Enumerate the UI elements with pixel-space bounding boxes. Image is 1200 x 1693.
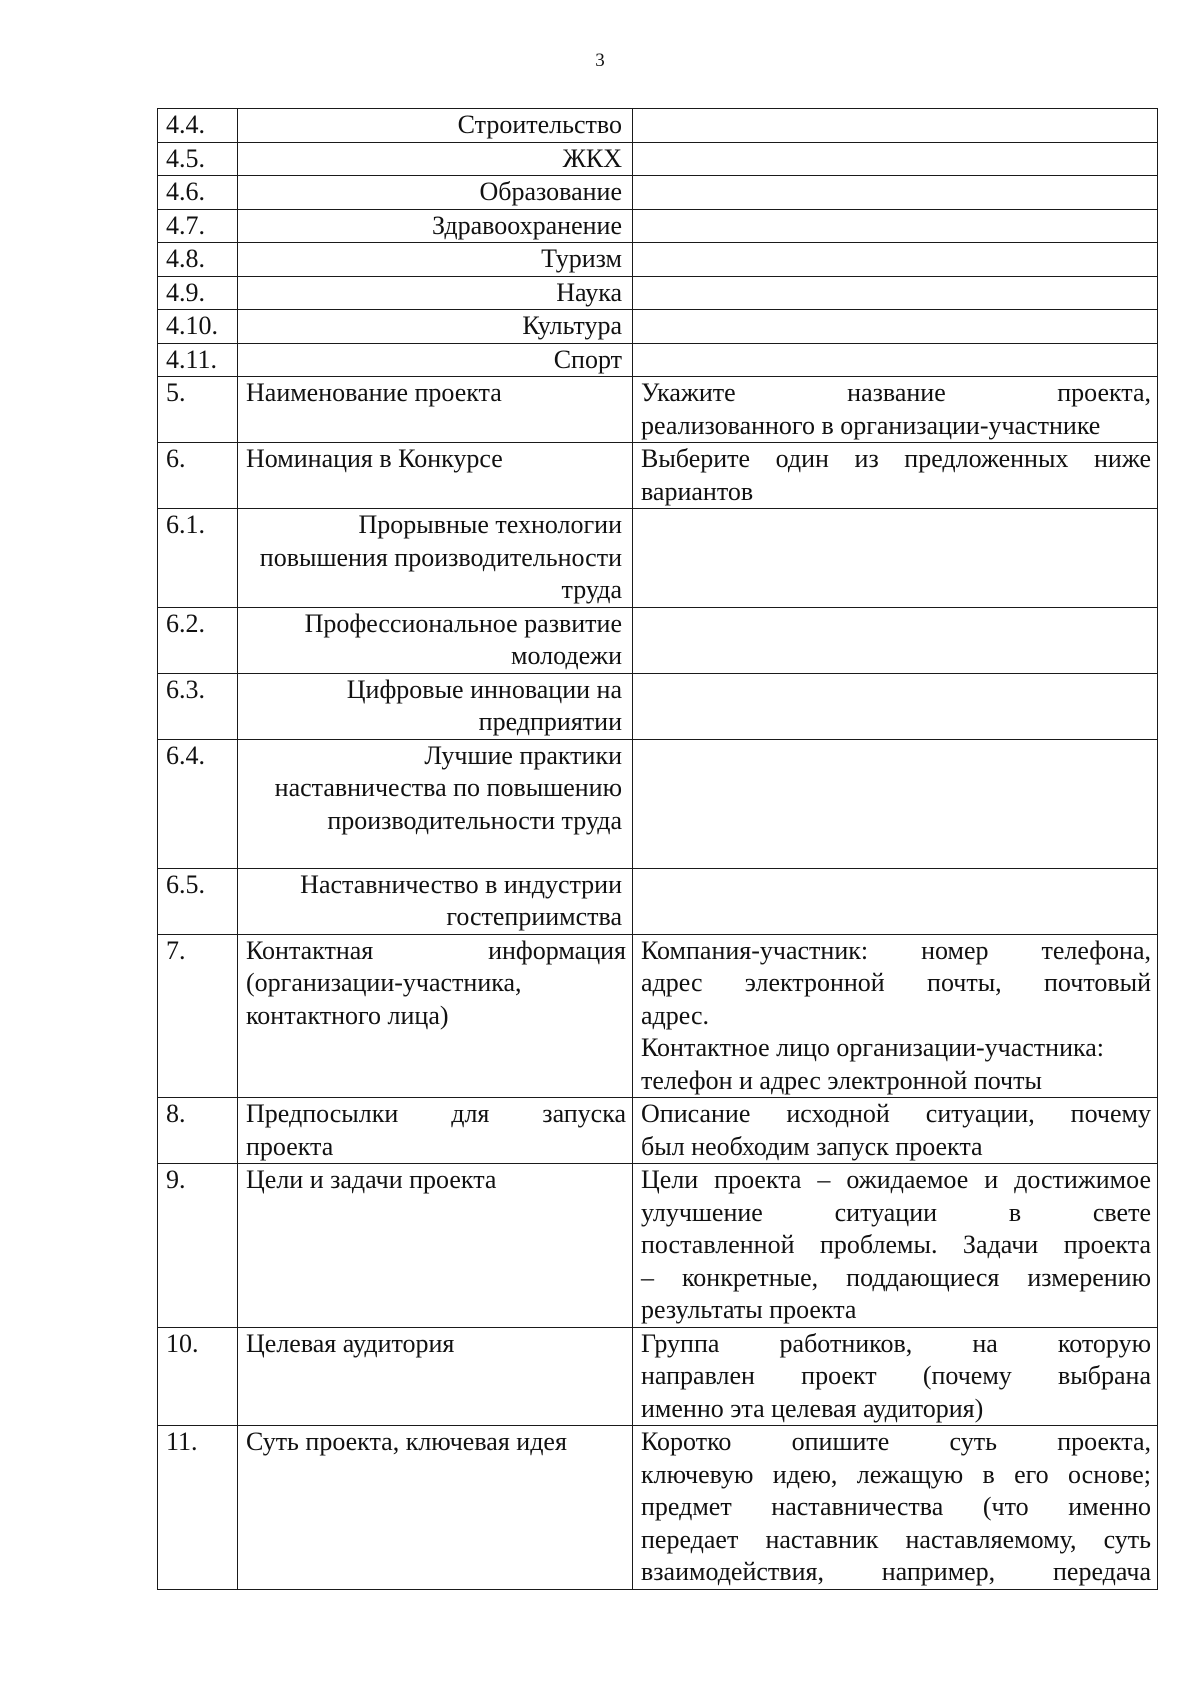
description-line: передает наставник наставляемому, суть	[641, 1524, 1151, 1554]
table-row	[158, 934, 1158, 1098]
table-row	[158, 343, 1158, 377]
row-description	[633, 109, 1158, 143]
table-row	[158, 209, 1158, 243]
row-number: 5.	[158, 377, 238, 443]
row-title: Цифровые инновации на предприятии	[238, 673, 633, 739]
row-description	[633, 934, 1158, 1098]
description-line: результаты проекта	[641, 1295, 857, 1324]
application-form-table	[157, 108, 1158, 1590]
table-row	[158, 109, 1158, 143]
row-description	[633, 209, 1158, 243]
row-title: Спорт	[238, 343, 633, 377]
row-number: 4.6.	[158, 176, 238, 210]
row-title: Наименование проекта	[238, 377, 633, 443]
row-description	[633, 142, 1158, 176]
description-line: улучшение ситуации в свете	[641, 1197, 1151, 1227]
description-line: адрес электронной почты, почтовый	[641, 968, 1151, 997]
table-row	[158, 377, 1158, 443]
description-line: Компания-участник: номер телефона,	[641, 935, 1151, 965]
table-row	[158, 509, 1158, 608]
row-number: 10.	[158, 1327, 238, 1426]
row-number: 4.9.	[158, 276, 238, 310]
description-line: – конкретные, поддающиеся измерению	[641, 1262, 1151, 1292]
description-line: телефон и адрес электронной почты	[641, 1065, 1042, 1095]
row-description	[633, 343, 1158, 377]
title-line: Предпосылки для запуска	[246, 1099, 626, 1128]
row-description	[633, 868, 1158, 934]
description-line: Группа работников, на которую	[641, 1328, 1151, 1358]
row-description	[633, 1164, 1158, 1328]
table-row	[158, 443, 1158, 509]
row-title: Лучшие практики наставничества по повышению производительности труда	[238, 739, 633, 868]
table-row	[158, 607, 1158, 673]
row-description	[633, 509, 1158, 608]
row-number: 4.10.	[158, 310, 238, 344]
row-title: Туризм	[238, 243, 633, 277]
description-line: взаимодействия, например, передача	[641, 1557, 1151, 1586]
row-number: 9.	[158, 1164, 238, 1328]
row-number: 7.	[158, 934, 238, 1098]
title-line: контактного лица)	[246, 1000, 449, 1030]
description-line: адрес.	[641, 1000, 709, 1030]
row-title: Строительство	[238, 109, 633, 143]
description-line: Коротко опишите суть проекта,	[641, 1427, 1151, 1456]
row-description	[633, 276, 1158, 310]
row-number: 4.4.	[158, 109, 238, 143]
table-row	[158, 1426, 1158, 1590]
row-title	[238, 1098, 633, 1164]
description-line: ключевую идею, лежащую в его основе;	[641, 1459, 1151, 1489]
row-number: 6.1.	[158, 509, 238, 608]
row-number: 6.5.	[158, 868, 238, 934]
description-line: предмет наставничества (что именно	[641, 1492, 1151, 1521]
row-description	[633, 443, 1158, 509]
row-title: Профессиональное развитие молодежи	[238, 607, 633, 673]
description-line: поставленной проблемы. Задачи проекта	[641, 1230, 1151, 1259]
row-number: 6.2.	[158, 607, 238, 673]
row-description	[633, 377, 1158, 443]
title-line: (организации-участника,	[246, 968, 522, 997]
row-title: Наука	[238, 276, 633, 310]
description-line: Описание исходной ситуации, почему	[641, 1099, 1151, 1128]
table-row	[158, 1098, 1158, 1164]
row-description	[633, 1426, 1158, 1590]
row-number: 6.4.	[158, 739, 238, 868]
row-description	[633, 673, 1158, 739]
description-line: вариантов	[641, 476, 754, 506]
description-line: Выберите один из предложенных ниже	[641, 444, 1151, 473]
table-row	[158, 310, 1158, 344]
row-title: Номинация в Конкурсе	[238, 443, 633, 509]
description-line: именно эта целевая аудитория)	[641, 1393, 984, 1423]
description-line: Контактное лицо организации-участника:	[641, 1033, 1104, 1062]
row-number: 8.	[158, 1098, 238, 1164]
title-line: Контактная информация	[246, 935, 626, 965]
row-description	[633, 243, 1158, 277]
row-description	[633, 607, 1158, 673]
description-line: реализованного в организации-участнике	[641, 410, 1101, 440]
row-title: Целевая аудитория	[238, 1327, 633, 1426]
description-line: Цели проекта – ожидаемое и достижимое	[641, 1165, 1151, 1194]
page-number: 3	[595, 50, 605, 71]
table-row	[158, 176, 1158, 210]
row-description	[633, 310, 1158, 344]
row-description	[633, 739, 1158, 868]
row-number: 4.8.	[158, 243, 238, 277]
title-line: проекта	[246, 1131, 334, 1161]
table-row	[158, 868, 1158, 934]
table-row	[158, 739, 1158, 868]
description-line: направлен проект (почему выбрана	[641, 1361, 1151, 1390]
row-description	[633, 1098, 1158, 1164]
table-row	[158, 673, 1158, 739]
row-number: 6.3.	[158, 673, 238, 739]
row-description	[633, 1327, 1158, 1426]
table-row	[158, 276, 1158, 310]
description-line: Укажите название проекта,	[641, 378, 1151, 407]
row-title: Наставничество в индустрии гостеприимства	[238, 868, 633, 934]
row-title: Цели и задачи проекта	[238, 1164, 633, 1328]
row-number: 6.	[158, 443, 238, 509]
row-title: Образование	[238, 176, 633, 210]
row-number: 11.	[158, 1426, 238, 1590]
row-number: 4.5.	[158, 142, 238, 176]
row-title: Здравоохранение	[238, 209, 633, 243]
row-number: 4.7.	[158, 209, 238, 243]
row-number: 4.11.	[158, 343, 238, 377]
description-line: был необходим запуск проекта	[641, 1131, 983, 1161]
row-title: Культура	[238, 310, 633, 344]
table-row	[158, 1327, 1158, 1426]
row-title: ЖКХ	[238, 142, 633, 176]
table-row	[158, 1164, 1158, 1328]
row-title: Прорывные технологии повышения производительности труда	[238, 509, 633, 608]
row-title: Суть проекта, ключевая идея	[238, 1426, 633, 1590]
table-row	[158, 243, 1158, 277]
row-title	[238, 934, 633, 1098]
table-row	[158, 142, 1158, 176]
row-description	[633, 176, 1158, 210]
